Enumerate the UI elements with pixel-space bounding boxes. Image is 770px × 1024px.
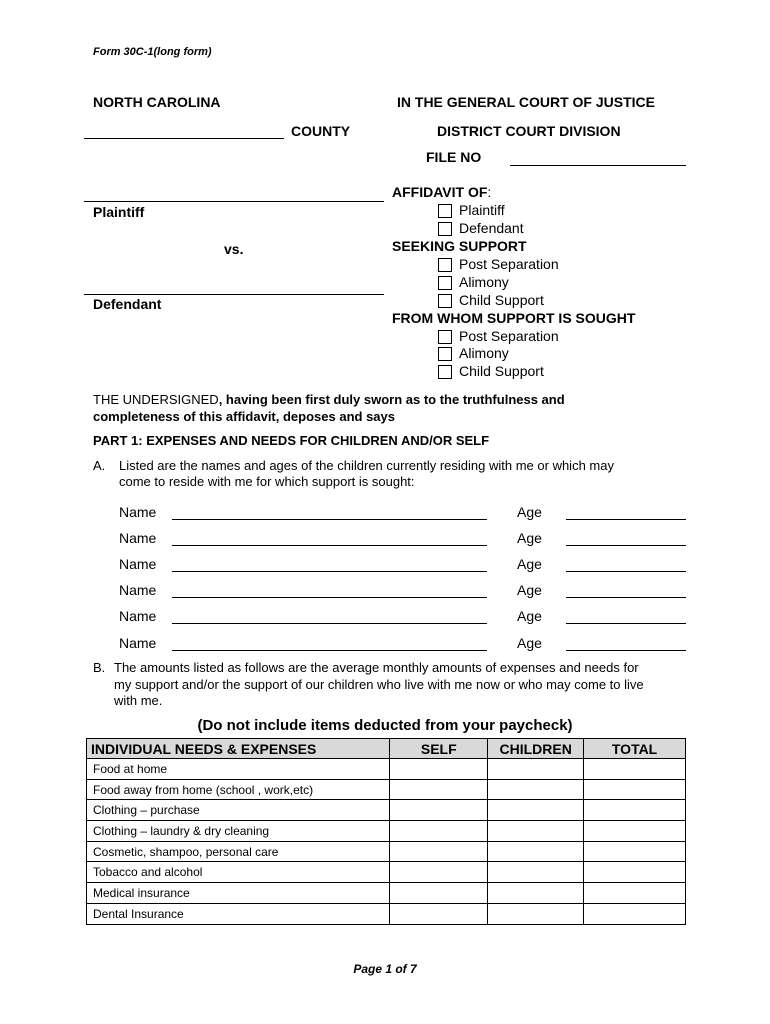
table-header-row — [87, 739, 686, 759]
division-label: DISTRICT COURT DIVISION — [437, 123, 621, 139]
total-amount-cell[interactable] — [584, 883, 686, 904]
children-amount-cell[interactable] — [488, 800, 584, 821]
column-header: CHILDREN — [488, 739, 584, 759]
file-no-label: FILE NO — [426, 149, 482, 165]
age-label: Age — [517, 635, 542, 651]
table-row — [87, 903, 686, 924]
court-name: IN THE GENERAL COURT OF JUSTICE — [397, 94, 655, 110]
county-label: COUNTY — [291, 123, 351, 139]
affidavit-of-colon: : — [487, 184, 492, 200]
name-label: Name — [119, 504, 157, 520]
plaintiff-input-line[interactable] — [84, 201, 384, 202]
child-name-input-line[interactable] — [172, 545, 487, 546]
checkbox-affidavit-plaintiff[interactable] — [438, 204, 452, 218]
option-label: Post Separation — [459, 256, 559, 272]
plaintiff-label: Plaintiff — [93, 204, 145, 220]
checkbox-from-child-support[interactable] — [438, 365, 452, 379]
age-label: Age — [517, 582, 542, 598]
table-row — [87, 862, 686, 883]
self-amount-cell[interactable] — [390, 903, 488, 924]
child-age-input-line[interactable] — [566, 545, 686, 546]
table-row — [87, 779, 686, 800]
item-b-text-line3: with me. — [114, 693, 163, 708]
expense-item-label: Clothing – purchase — [87, 800, 390, 821]
column-header: TOTAL — [584, 739, 686, 759]
self-amount-cell[interactable] — [390, 800, 488, 821]
total-amount-cell[interactable] — [584, 759, 686, 780]
item-b-text-line2: my support and/or the support of our children who live with me now or who may come to live — [114, 677, 644, 692]
page-number: Page 1 of 7 — [353, 962, 417, 976]
table-note: (Do not include items deducted from your paycheck) — [197, 717, 573, 734]
state-name: NORTH CAROLINA — [93, 94, 221, 110]
expense-item-label: Food at home — [87, 759, 390, 780]
option-label: Child Support — [459, 363, 544, 379]
item-a-text: Listed are the names and ages of the children currently residing with me or which may — [119, 458, 614, 473]
item-a-marker: A. — [93, 458, 106, 473]
checkbox-seeking-child-support[interactable] — [438, 294, 452, 308]
checkbox-affidavit-defendant[interactable] — [438, 222, 452, 236]
item-a-text-line2: come to reside with me for which support is sought: — [119, 474, 415, 489]
name-label: Name — [119, 556, 157, 572]
child-age-input-line[interactable] — [566, 597, 686, 598]
oath-lead: THE UNDERSIGNED — [93, 392, 219, 407]
child-name-input-line[interactable] — [172, 519, 487, 520]
oath-text-line2: completeness of this affidavit, deposes and says — [93, 409, 395, 424]
option-label: Alimony — [459, 274, 509, 290]
self-amount-cell[interactable] — [390, 759, 488, 780]
name-label: Name — [119, 608, 157, 624]
child-name-input-line[interactable] — [172, 571, 487, 572]
option-label: Defendant — [459, 220, 524, 236]
child-age-input-line[interactable] — [566, 571, 686, 572]
form-id: Form 30C-1(long form) — [93, 46, 212, 58]
defendant-input-line[interactable] — [84, 294, 384, 295]
oath-paragraph — [93, 392, 693, 407]
option-label: Post Separation — [459, 328, 559, 344]
vs-label: vs. — [224, 241, 244, 257]
children-amount-cell[interactable] — [488, 821, 584, 842]
self-amount-cell[interactable] — [390, 862, 488, 883]
checkbox-from-post-separation[interactable] — [438, 330, 452, 344]
checkbox-seeking-alimony[interactable] — [438, 276, 452, 290]
age-label: Age — [517, 608, 542, 624]
children-amount-cell[interactable] — [488, 862, 584, 883]
child-name-input-line[interactable] — [172, 623, 487, 624]
expense-item-label: Tobacco and alcohol — [87, 862, 390, 883]
self-amount-cell[interactable] — [390, 883, 488, 904]
child-age-input-line[interactable] — [566, 519, 686, 520]
total-amount-cell[interactable] — [584, 821, 686, 842]
total-amount-cell[interactable] — [584, 903, 686, 924]
table-row — [87, 800, 686, 821]
self-amount-cell[interactable] — [390, 821, 488, 842]
total-amount-cell[interactable] — [584, 800, 686, 821]
item-b-text: The amounts listed as follows are the average monthly amounts of expenses and needs for — [114, 660, 639, 675]
self-amount-cell[interactable] — [390, 779, 488, 800]
oath-text: , having been first duly sworn as to the truthfulness and — [218, 392, 565, 407]
table-row — [87, 821, 686, 842]
file-no-input-line[interactable] — [510, 165, 686, 166]
children-amount-cell[interactable] — [488, 779, 584, 800]
age-label: Age — [517, 530, 542, 546]
affidavit-of-label: AFFIDAVIT OF — [392, 184, 488, 200]
expense-item-label: Food away from home (school , work,etc) — [87, 779, 390, 800]
children-amount-cell[interactable] — [488, 759, 584, 780]
total-amount-cell[interactable] — [584, 862, 686, 883]
column-header: INDIVIDUAL NEEDS & EXPENSES — [87, 739, 390, 759]
option-label: Child Support — [459, 292, 544, 308]
child-age-input-line[interactable] — [566, 623, 686, 624]
from-whom-heading: FROM WHOM SUPPORT IS SOUGHT — [392, 310, 636, 326]
children-amount-cell[interactable] — [488, 841, 584, 862]
name-label: Name — [119, 635, 157, 651]
child-name-input-line[interactable] — [172, 650, 487, 651]
table-row — [87, 759, 686, 780]
expense-item-label: Clothing – laundry & dry cleaning — [87, 821, 390, 842]
part1-title: PART 1: EXPENSES AND NEEDS FOR CHILDREN AND/OR SELF — [93, 433, 490, 448]
table-row — [87, 883, 686, 904]
total-amount-cell[interactable] — [584, 841, 686, 862]
defendant-label: Defendant — [93, 296, 162, 312]
checkbox-seeking-post-separation[interactable] — [438, 258, 452, 272]
affidavit-of-heading — [392, 184, 491, 200]
age-label: Age — [517, 556, 542, 572]
option-label: Plaintiff — [459, 202, 505, 218]
county-input-line[interactable] — [84, 138, 284, 139]
children-amount-cell[interactable] — [488, 903, 584, 924]
self-amount-cell[interactable] — [390, 841, 488, 862]
seeking-support-heading: SEEKING SUPPORT — [392, 238, 527, 254]
total-amount-cell[interactable] — [584, 779, 686, 800]
name-label: Name — [119, 530, 157, 546]
checkbox-from-alimony[interactable] — [438, 347, 452, 361]
name-label: Name — [119, 582, 157, 598]
age-label: Age — [517, 504, 542, 520]
expense-item-label: Medical insurance — [87, 883, 390, 904]
expense-item-label: Dental Insurance — [87, 903, 390, 924]
children-amount-cell[interactable] — [488, 883, 584, 904]
item-b-marker: B. — [93, 660, 106, 675]
table-row — [87, 841, 686, 862]
expense-item-label: Cosmetic, shampoo, personal care — [87, 841, 390, 862]
child-name-input-line[interactable] — [172, 597, 487, 598]
option-label: Alimony — [459, 345, 509, 361]
column-header: SELF — [390, 739, 488, 759]
child-age-input-line[interactable] — [566, 650, 686, 651]
expense-table — [86, 738, 686, 925]
